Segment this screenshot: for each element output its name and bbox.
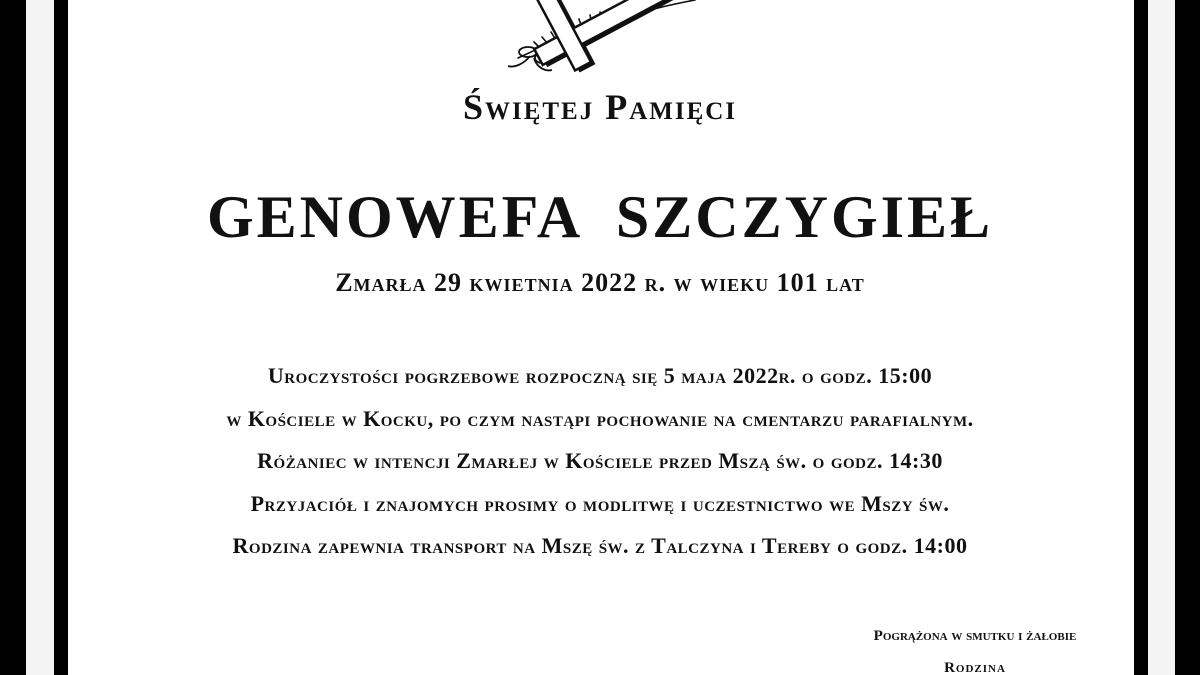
detail-line: Uroczystości pogrzebowe rozpoczną się 5 maja 2022r. o godz. 15:00 xyxy=(267,363,933,388)
deceased-name: GENOWEFA SZCZYGIEŁ xyxy=(206,184,994,250)
detail-line: Rodzina zapewnia transport na Mszę św. z Talczyna i Tereby o godz. 14:00 xyxy=(232,533,968,558)
family-signature: Rodzina xyxy=(944,660,1006,675)
funeral-details xyxy=(0,358,1200,571)
cross-with-palm-icon xyxy=(500,0,700,82)
detail-line: Przyjaciół i znajomych prosimy o modlitwę i uczestnictwo we Mszy św. xyxy=(250,490,950,516)
detail-line: Różaniec w intencji Zmarłej w Kościele przed Mszą św. o godz. 14:30 xyxy=(257,448,943,473)
detail-line: w Kościele w Kocku, po czym nastąpi pochowanie na cmentarzu parafialnym. xyxy=(226,405,974,431)
death-date-line: Zmarła 29 kwietnia 2022 r. w wieku 101 lat xyxy=(335,268,865,297)
in-memoriam-heading: Świętej Pamięci xyxy=(462,87,738,127)
mourning-line: Pogrążona w smutku i żałobie xyxy=(873,628,1077,644)
